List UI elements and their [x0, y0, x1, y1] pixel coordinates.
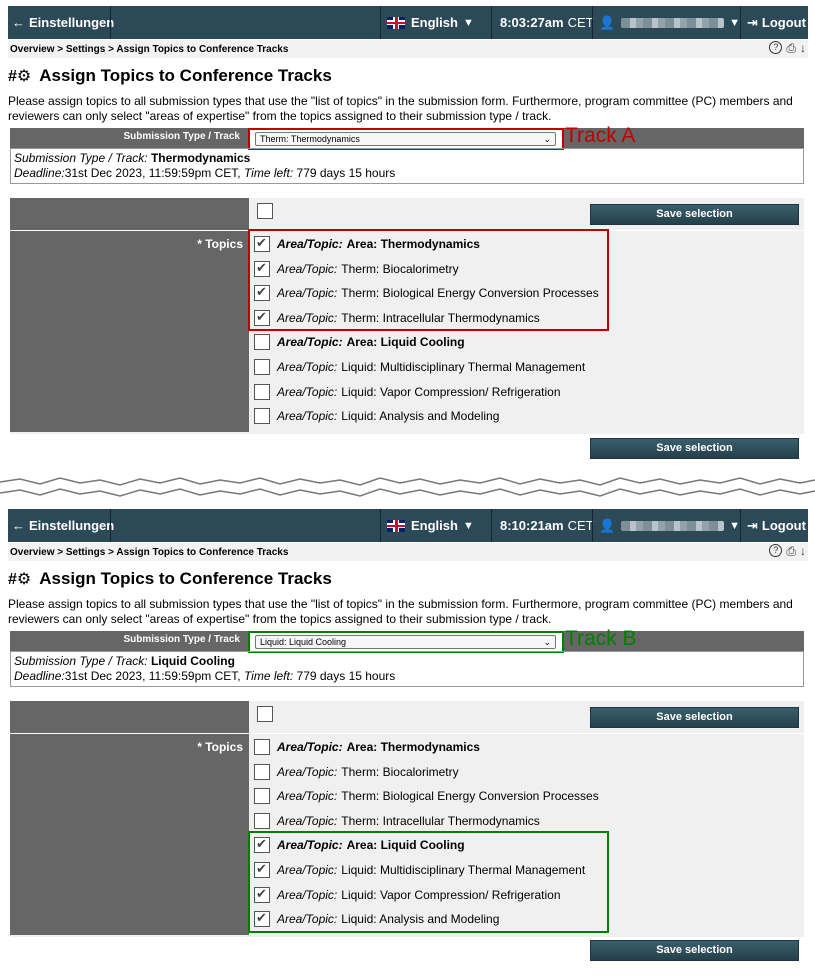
- topic-prefix: Area/Topic:: [277, 310, 338, 325]
- print-icon[interactable]: ⎙: [786, 544, 796, 558]
- table-header-cell: [10, 701, 249, 733]
- topic-label: Area: Liquid Cooling: [346, 335, 465, 350]
- topic-prefix: Area/Topic:: [277, 237, 343, 251]
- topic-label: Area: Thermodynamics: [346, 237, 480, 251]
- track-select[interactable]: Therm: Thermodynamics ⌄: [255, 132, 556, 146]
- save-button-bottom[interactable]: Save selection: [590, 438, 799, 459]
- help-icon[interactable]: ?: [769, 544, 782, 557]
- topic-prefix: Area/Topic:: [277, 764, 338, 779]
- chevron-down-icon: ⌄: [543, 637, 551, 647]
- intro-text: Please assign topics to all submission types that use the "list of topics" in the submission form. Furthermore, program committee (PC) members and reviewers can only select "areas of expertise" from the topics assigned to their submission type / track.: [8, 597, 793, 626]
- arrow-down-icon[interactable]: ↓: [800, 41, 806, 55]
- track-annotation: Track B: [565, 627, 637, 650]
- topic-checkbox[interactable]: [254, 739, 270, 755]
- track-select[interactable]: Liquid: Liquid Cooling ⌄: [255, 635, 556, 649]
- topic-checkbox[interactable]: [254, 384, 270, 400]
- topic-label: Area: Liquid Cooling: [346, 838, 465, 853]
- topics-icon: #⚙: [8, 68, 32, 85]
- user-icon: 👤: [599, 14, 616, 30]
- track-info: Submission Type / Track: Liquid Cooling Deadline:31st Dec 2023, 11:59:59pm CET, Time left: 779 days 15 hours: [10, 651, 804, 687]
- topic-prefix: Area/Topic:: [277, 887, 338, 902]
- language-selector[interactable]: English ▼: [380, 6, 491, 39]
- topic-label: Therm: Biological Energy Conversion Processes: [341, 789, 599, 804]
- topic-prefix: Area/Topic:: [277, 409, 338, 424]
- select-all-checkbox[interactable]: [257, 203, 273, 219]
- uk-flag-icon: [387, 520, 405, 532]
- topic-checkbox[interactable]: [254, 408, 270, 424]
- save-button-top[interactable]: Save selection: [590, 707, 799, 728]
- topic-label: Liquid: Multidisciplinary Thermal Management: [341, 863, 586, 877]
- topbar-spacer: [110, 509, 380, 542]
- submission-type-label: Submission Type / Track: [123, 131, 240, 142]
- page-title: #⚙ Assign Topics to Conference Tracks: [8, 569, 332, 588]
- checked-topics-highlight: [248, 229, 609, 331]
- topics-label-cell: * Topics: [10, 734, 249, 935]
- logout-button[interactable]: ⇥ Logout: [740, 509, 808, 542]
- topic-prefix: Area/Topic:: [277, 838, 343, 853]
- topics-icon: #⚙: [8, 571, 32, 588]
- topic-label: Liquid: Vapor Compression/ Refrigeration: [341, 887, 561, 902]
- topic-prefix: Area/Topic:: [277, 863, 338, 877]
- topic-label: Therm: Intracellular Thermodynamics: [341, 310, 540, 325]
- blurred-username: [621, 18, 724, 28]
- page-title: #⚙ Assign Topics to Conference Tracks: [8, 66, 332, 85]
- back-button[interactable]: ← Einstellungen: [12, 518, 115, 533]
- topic-label: Therm: Intracellular Thermodynamics: [341, 813, 540, 828]
- back-button[interactable]: ← Einstellungen: [12, 15, 115, 30]
- chevron-down-icon: ▼: [729, 519, 740, 532]
- topic-row[interactable]: [254, 381, 561, 403]
- topic-label: Therm: Biocalorimetry: [341, 764, 459, 779]
- page-tools: [769, 41, 806, 56]
- topic-label: Liquid: Multidisciplinary Thermal Management: [341, 360, 586, 374]
- topic-prefix: Area/Topic:: [277, 384, 338, 399]
- help-icon[interactable]: ?: [769, 41, 782, 54]
- topic-row[interactable]: [254, 785, 599, 807]
- topic-prefix: Area/Topic:: [277, 261, 338, 276]
- checked-topics-highlight: [248, 831, 609, 933]
- print-icon[interactable]: ⎙: [786, 41, 796, 55]
- arrow-down-icon[interactable]: ↓: [800, 544, 806, 558]
- blurred-username: [621, 521, 724, 531]
- uk-flag-icon: [387, 17, 405, 29]
- topic-prefix: Area/Topic:: [277, 789, 338, 804]
- topic-prefix: Area/Topic:: [277, 912, 338, 927]
- chevron-down-icon: ⌄: [543, 134, 551, 144]
- top-nav-bar: [8, 509, 808, 542]
- topic-label: Liquid: Vapor Compression/ Refrigeration: [341, 384, 561, 399]
- select-all-checkbox[interactable]: [257, 706, 273, 722]
- user-icon: 👤: [599, 517, 616, 533]
- topic-label: Therm: Biological Energy Conversion Processes: [341, 286, 599, 301]
- topic-prefix: Area/Topic:: [277, 740, 343, 754]
- table-header-cell: [10, 198, 249, 230]
- topic-row[interactable]: [254, 736, 480, 758]
- topic-row[interactable]: [254, 331, 465, 353]
- topic-label: Liquid: Analysis and Modeling: [341, 409, 500, 424]
- user-menu[interactable]: [592, 6, 740, 39]
- topic-checkbox[interactable]: [254, 334, 270, 350]
- topic-prefix: Area/Topic:: [277, 813, 338, 828]
- logout-icon: ⇥: [747, 517, 758, 533]
- track-info: Submission Type / Track: Thermodynamics Deadline:31st Dec 2023, 11:59:59pm CET, Time left: 779 days 15 hours: [10, 148, 804, 184]
- topic-checkbox[interactable]: [254, 813, 270, 829]
- topic-checkbox[interactable]: [254, 764, 270, 780]
- chevron-down-icon: ▼: [729, 16, 740, 29]
- arrow-left-icon: ←: [12, 518, 25, 533]
- language-selector[interactable]: English ▼: [380, 509, 491, 542]
- chevron-down-icon: ▼: [462, 519, 474, 532]
- save-button-bottom[interactable]: Save selection: [590, 940, 799, 961]
- chevron-down-icon: ▼: [462, 16, 474, 29]
- top-nav-bar: [8, 6, 808, 39]
- submission-type-row: [10, 128, 804, 148]
- topic-row[interactable]: [254, 761, 459, 783]
- page-tools: [769, 544, 806, 559]
- topic-label: Therm: Biocalorimetry: [341, 261, 459, 276]
- breadcrumb: Overview > Settings > Assign Topics to Conference Tracks ? ⎙ ↓: [8, 40, 808, 58]
- clock: 8:10:21am CET: [491, 509, 592, 542]
- clock: 8:03:27am CET: [491, 6, 592, 39]
- topics-label-cell: * Topics: [10, 231, 249, 432]
- submission-type-label: Submission Type / Track: [123, 634, 240, 645]
- topic-row[interactable]: [254, 810, 540, 832]
- topic-prefix: Area/Topic:: [277, 335, 343, 350]
- topic-label: Area: Thermodynamics: [346, 740, 480, 754]
- track-select-highlight: [248, 128, 564, 150]
- logout-icon: ⇥: [747, 14, 758, 30]
- save-button-top[interactable]: Save selection: [590, 204, 799, 225]
- topic-row[interactable]: [254, 405, 499, 427]
- topic-row[interactable]: [254, 356, 585, 378]
- topic-prefix: Area/Topic:: [277, 286, 338, 301]
- intro-text: Please assign topics to all submission types that use the "list of topics" in the submission form. Furthermore, program committee (PC) members and reviewers can only select "areas of expertise" from the topics assigned to their submission type / track.: [8, 94, 793, 123]
- topic-checkbox[interactable]: [254, 359, 270, 375]
- breadcrumb: Overview > Settings > Assign Topics to Conference Tracks ? ⎙ ↓: [8, 543, 808, 561]
- topic-prefix: Area/Topic:: [277, 360, 338, 374]
- submission-type-row: [10, 631, 804, 651]
- user-menu[interactable]: [592, 509, 740, 542]
- torn-divider: [0, 472, 815, 502]
- track-annotation: Track A: [565, 124, 636, 147]
- topic-checkbox[interactable]: [254, 788, 270, 804]
- topic-label: Liquid: Analysis and Modeling: [341, 912, 500, 927]
- logout-button[interactable]: ⇥ Logout: [740, 6, 808, 39]
- track-select-highlight: [248, 631, 564, 653]
- arrow-left-icon: ←: [12, 15, 25, 30]
- topbar-spacer: [110, 6, 380, 39]
